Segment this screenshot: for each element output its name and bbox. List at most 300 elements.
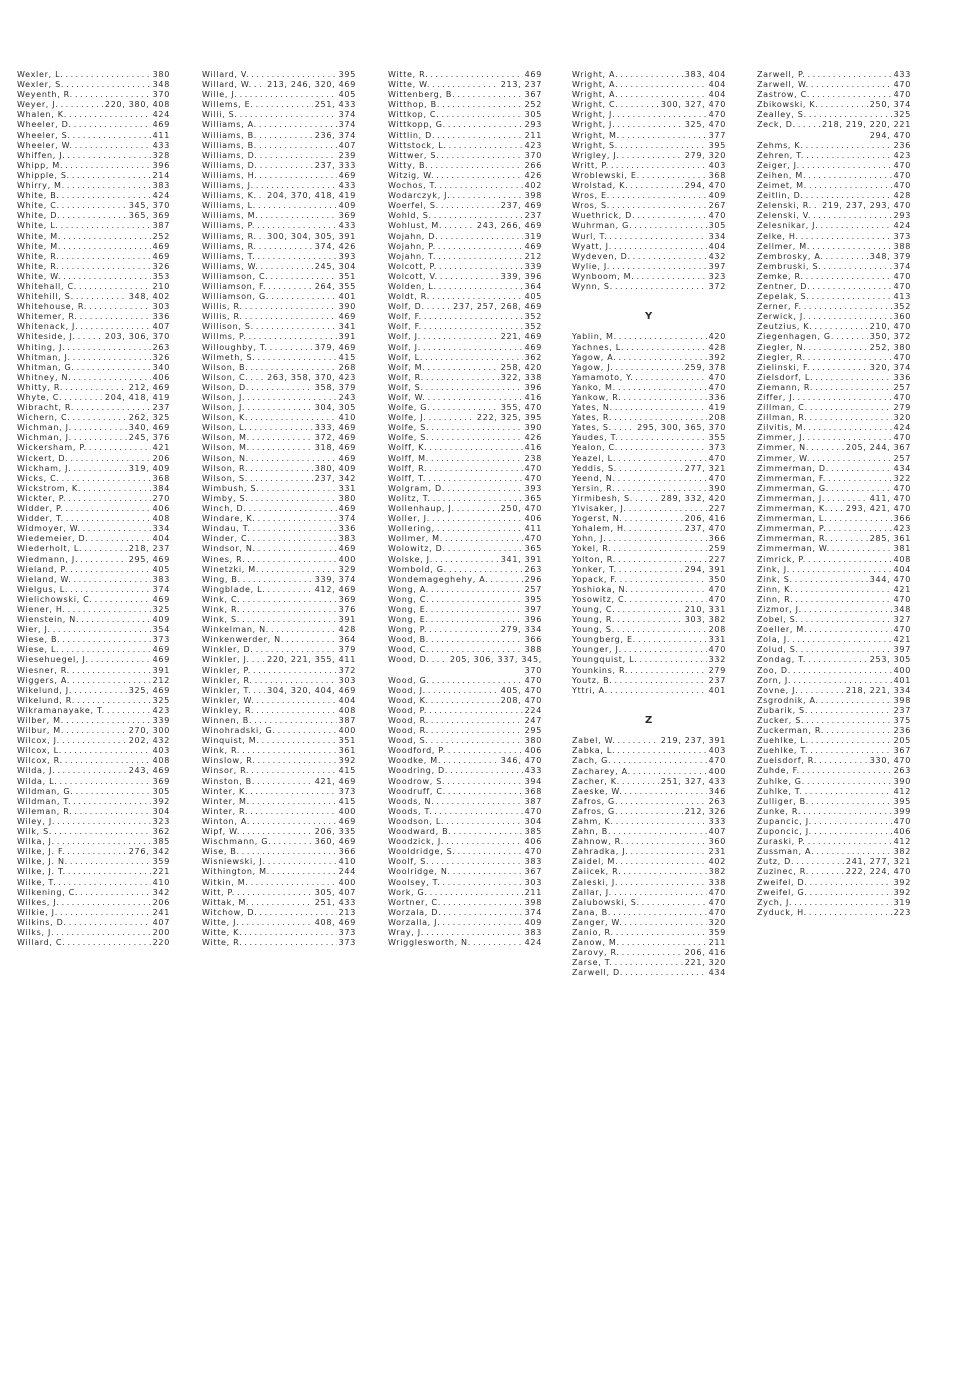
- entry-pages: 304: [524, 816, 542, 826]
- index-entry: [572, 272, 726, 282]
- entry-pages: 305: [524, 110, 542, 120]
- index-entry: [388, 353, 542, 363]
- entry-name: Wittak, M.: [202, 897, 250, 907]
- entry-name: Witty, B.: [388, 160, 429, 170]
- index-entry: [388, 605, 542, 615]
- entry-name: Zimmerman, L.: [757, 514, 828, 524]
- entry-pages: 407: [152, 322, 170, 332]
- entry-name: Zellmer, M.: [757, 241, 811, 251]
- index-entry: [388, 585, 542, 595]
- entry-pages: 407: [708, 827, 726, 837]
- dot-leader: [72, 413, 126, 423]
- entry-name: Wolf, F.: [388, 312, 422, 322]
- index-entry: [757, 373, 911, 383]
- entry-pages: 319: [524, 231, 542, 241]
- index-entry: [17, 898, 170, 908]
- entry-name: Winter, R.: [202, 806, 249, 816]
- entry-name: Zimmerman, D.: [757, 463, 830, 473]
- index-entry: [202, 302, 356, 312]
- dot-leader: [437, 131, 522, 141]
- entry-name: Wright, A.: [572, 80, 619, 90]
- index-entry: [17, 242, 170, 252]
- entry-name: Woldt, R.: [388, 292, 430, 302]
- dot-leader: [618, 474, 707, 484]
- dot-leader: [258, 544, 337, 554]
- index-entry: [757, 655, 911, 665]
- entry-pages: 250, 470: [500, 504, 542, 514]
- index-entry: [388, 746, 542, 756]
- dot-leader: [612, 262, 706, 272]
- entry-name: Wilke, J. N.: [17, 857, 68, 867]
- entry-name: Wilcox, R.: [17, 756, 63, 766]
- index-entry: [17, 383, 170, 393]
- entry-pages: 470: [893, 352, 911, 362]
- dot-leader: [808, 555, 892, 565]
- dot-leader: [811, 797, 892, 807]
- entry-pages: 374: [893, 261, 911, 271]
- dot-leader: [806, 272, 892, 282]
- index-entry: [17, 827, 170, 837]
- index-entry: [17, 857, 170, 867]
- index-entry: [17, 918, 170, 928]
- index-entry: [388, 443, 542, 453]
- entry-name: Whitman, J.: [17, 352, 71, 362]
- index-entry: [388, 635, 542, 645]
- entry-name: Zink, S.: [757, 574, 793, 584]
- entry-name: Younger, J.: [572, 645, 622, 655]
- entry-name: Zelke, H.: [757, 231, 799, 241]
- index-entry: [17, 262, 170, 272]
- entry-pages: 409: [708, 191, 726, 201]
- dot-leader: [801, 615, 892, 625]
- entry-name: Yokel, R.: [572, 544, 612, 554]
- entry-name: Zach, G.: [572, 756, 612, 766]
- index-entry: [17, 302, 170, 312]
- index-entry: [572, 242, 726, 252]
- entry-pages: 423: [893, 150, 911, 160]
- dot-leader: [615, 282, 707, 292]
- dot-leader: [257, 221, 337, 231]
- index-entry: [17, 312, 170, 322]
- dot-leader: [79, 282, 151, 292]
- entry-pages: 303, 382: [684, 615, 726, 625]
- dot-leader: [57, 817, 151, 827]
- entry-pages: 241: [152, 907, 170, 917]
- entry-name: Willison, S.: [202, 322, 254, 332]
- entry-pages: 394: [524, 776, 542, 786]
- entry-pages: 205, 306, 337, 345,: [449, 655, 542, 665]
- index-entry: [757, 433, 911, 443]
- dot-leader: [629, 504, 707, 514]
- entry-pages: 388: [524, 645, 542, 655]
- dot-leader: [811, 736, 892, 746]
- dot-leader: [447, 777, 522, 787]
- dot-leader: [83, 484, 151, 494]
- entry-pages: 319, 409: [128, 463, 170, 473]
- index-entry: [572, 898, 726, 908]
- entry-name: Wieland, P.: [17, 564, 69, 574]
- dot-leader: [67, 343, 150, 353]
- entry-pages: 374, 426: [314, 241, 356, 251]
- entry-name: Zeimet, M.: [757, 181, 808, 191]
- index-entry: [17, 777, 170, 787]
- entry-name: Wrolstad, K.: [572, 181, 629, 191]
- index-entry: [202, 332, 356, 342]
- entry-name: Wilkins, D.: [17, 917, 67, 927]
- entry-pages: 470: [524, 463, 542, 473]
- entry-name: Zovne, J.: [757, 685, 799, 695]
- dot-leader: [431, 736, 523, 746]
- index-entry: [17, 423, 170, 433]
- entry-name: Zabel, W.: [572, 736, 616, 746]
- entry-name: Zealley, S.: [757, 110, 807, 120]
- entry-name: Wickersham, P.: [17, 443, 87, 453]
- index-entry: [202, 131, 356, 141]
- entry-pages: 342: [152, 887, 170, 897]
- entry-pages: 397: [893, 645, 911, 655]
- dot-leader: [803, 807, 892, 817]
- index-entry: [572, 605, 726, 615]
- index-entry: [17, 524, 170, 534]
- dot-leader: [241, 918, 312, 928]
- dot-leader: [826, 252, 868, 262]
- entry-pages: 320: [708, 917, 726, 927]
- entry-pages: 433: [152, 140, 170, 150]
- index-entry: [17, 867, 170, 877]
- entry-name: Wynn, S.: [572, 281, 613, 291]
- entry-name: Zillman, C.: [757, 403, 808, 413]
- index-entry: [572, 443, 726, 453]
- entry-pages: 373: [152, 635, 170, 645]
- dot-leader: [621, 100, 659, 110]
- entry-name: Wilka, J.: [17, 837, 55, 847]
- entry-name: Wink, S.: [202, 615, 240, 625]
- entry-pages: 305, 407: [314, 887, 356, 897]
- entry-name: Wolfe, S.: [388, 423, 430, 433]
- index-entry: [202, 756, 356, 766]
- dot-leader: [828, 474, 891, 484]
- entry-pages: 415: [338, 766, 356, 776]
- entry-pages: 470: [893, 594, 911, 604]
- entry-name: Zastrow, C.: [757, 90, 811, 100]
- entry-name: Wilson, L.: [202, 423, 248, 433]
- entry-pages: 406: [893, 827, 911, 837]
- entry-name: Wyatt, J.: [572, 241, 612, 251]
- entry-pages: 334: [152, 524, 170, 534]
- entry-pages: 323: [152, 816, 170, 826]
- index-entry: [202, 807, 356, 817]
- dot-leader: [254, 716, 336, 726]
- dot-leader: [257, 252, 336, 262]
- index-entry: [17, 847, 170, 857]
- dot-leader: [260, 908, 337, 918]
- entry-name: Woodring, D.: [388, 766, 449, 776]
- entry-pages: 212, 326: [684, 806, 726, 816]
- entry-pages: 404: [152, 534, 170, 544]
- entry-name: Wiley, J.: [17, 816, 56, 826]
- entry-pages: 408, 469: [314, 917, 356, 927]
- index-entry: [202, 726, 356, 736]
- entry-pages: 279: [893, 403, 911, 413]
- dot-leader: [252, 443, 313, 453]
- index-entry: [202, 686, 356, 696]
- index-entry: [17, 343, 170, 353]
- entry-pages: 383: [152, 574, 170, 584]
- dot-leader: [54, 827, 151, 837]
- entry-name: Zimmerman, J.: [757, 493, 826, 503]
- dot-leader: [271, 625, 337, 635]
- dot-leader: [67, 181, 151, 191]
- dot-leader: [617, 484, 706, 494]
- index-entry: [757, 837, 911, 847]
- entry-pages: 360: [708, 837, 726, 847]
- index-entry: [388, 221, 542, 231]
- index-entry: [757, 514, 911, 524]
- entry-name: Wilkening, C.: [17, 887, 79, 897]
- entry-pages: 470: [893, 483, 911, 493]
- entry-pages: 406: [524, 837, 542, 847]
- entry-name: Wros, S.: [572, 201, 611, 211]
- entry-name: Yates, S.: [572, 423, 612, 433]
- index-entry: [757, 161, 911, 171]
- entry-name: Zunke, R.: [757, 806, 802, 816]
- entry-pages: 220: [152, 938, 170, 948]
- entry-pages: 211: [524, 130, 542, 140]
- index-entry: [388, 232, 542, 242]
- dot-leader: [446, 817, 522, 827]
- entry-name: Winnen, B.: [202, 716, 253, 725]
- entry-name: Work, G.: [388, 887, 428, 897]
- dot-leader: [286, 635, 337, 645]
- entry-pages: 366: [708, 534, 726, 544]
- entry-name: Woods, T.: [388, 806, 433, 816]
- entry-name: Wiese, B.: [17, 635, 61, 645]
- index-entry: [202, 878, 356, 888]
- entry-pages: 413: [893, 292, 911, 302]
- entry-pages: 407: [152, 917, 170, 927]
- index-entry: [572, 393, 726, 403]
- index-entry: [388, 90, 542, 100]
- entry-pages: 263: [708, 796, 726, 806]
- entry-pages: 399: [893, 806, 911, 816]
- dot-leader: [814, 817, 892, 827]
- dot-leader: [633, 252, 707, 262]
- dot-leader: [614, 413, 707, 423]
- index-entry: [202, 716, 356, 726]
- entry-pages: 392: [152, 796, 170, 806]
- entry-name: Zobel, S.: [757, 615, 799, 625]
- entry-name: Yaudes, T.: [572, 433, 619, 443]
- dot-leader: [251, 454, 337, 464]
- dot-leader: [829, 514, 891, 524]
- index-entry: [388, 70, 542, 80]
- dot-leader: [247, 403, 312, 413]
- index-entry: [17, 181, 170, 191]
- entry-name: Wilda, L.: [17, 776, 58, 786]
- entry-pages: 336: [708, 393, 726, 403]
- entry-pages: 421: [893, 635, 911, 645]
- entry-name: Wilda, J.: [17, 766, 56, 776]
- index-entry: [388, 201, 542, 211]
- entry-pages: 300, 304, 305, 391: [267, 231, 356, 241]
- entry-name: Withington, M.: [202, 867, 270, 877]
- dot-leader: [431, 696, 499, 706]
- index-entry: [572, 363, 726, 373]
- entry-pages: 421: [152, 443, 170, 453]
- dot-leader: [448, 787, 523, 797]
- entry-name: Willard, C.: [17, 938, 66, 948]
- index-entry: [388, 817, 542, 827]
- index-entry: [572, 504, 726, 514]
- entry-name: Yankow, R.: [572, 393, 622, 403]
- dot-leader: [815, 383, 892, 393]
- index-entry: [202, 827, 356, 837]
- index-entry: [17, 494, 170, 504]
- dot-leader: [457, 90, 522, 100]
- dot-leader: [428, 363, 499, 373]
- dot-leader: [73, 575, 150, 585]
- entry-pages: 426: [524, 433, 542, 443]
- dot-leader: [67, 847, 127, 857]
- dot-leader: [616, 363, 683, 373]
- index-entry: [757, 787, 911, 797]
- dot-leader: [634, 221, 706, 231]
- index-entry: [757, 454, 911, 464]
- entry-name: Youngquist, L.: [572, 655, 638, 665]
- index-entry: [572, 807, 726, 817]
- entry-name: Wisniewski, J.: [202, 857, 266, 867]
- entry-pages: 341, 391: [500, 554, 542, 564]
- index-entry: [572, 746, 726, 756]
- dot-leader: [442, 918, 522, 928]
- entry-name: Wolske, J.: [388, 554, 433, 564]
- index-entry: [757, 403, 911, 413]
- entry-name: Yosowitz, C.: [572, 594, 628, 604]
- dot-leader: [65, 70, 150, 80]
- dot-leader: [613, 908, 707, 918]
- dot-leader: [237, 888, 313, 898]
- index-entry: [202, 120, 356, 130]
- dot-leader: [620, 90, 706, 100]
- index-entry: [757, 221, 911, 231]
- entry-pages: 359: [708, 928, 726, 937]
- index-entry: [572, 686, 726, 696]
- index-entry: [757, 867, 911, 877]
- entry-name: Williams, M.: [202, 211, 259, 221]
- dot-leader: [434, 211, 523, 221]
- entry-pages: 392: [893, 877, 911, 887]
- dot-leader: [821, 100, 868, 110]
- entry-name: Wood, D.: [388, 655, 430, 665]
- dot-leader: [91, 655, 151, 665]
- entry-pages: 243, 469: [128, 766, 170, 776]
- dot-leader: [448, 544, 523, 554]
- index-entry: [202, 565, 356, 575]
- index-entry: [17, 655, 170, 665]
- entry-pages: 470: [708, 645, 726, 655]
- dot-leader: [429, 706, 523, 716]
- entry-pages: 372: [338, 665, 356, 675]
- index-entry: [388, 655, 542, 665]
- index-entry: [388, 888, 542, 898]
- entry-pages: 295: [524, 726, 542, 736]
- entry-name: Zubarik, S.: [757, 705, 809, 715]
- dot-leader: [243, 575, 313, 585]
- entry-name: Wolcott, V.: [388, 271, 438, 281]
- index-entry: [388, 262, 542, 272]
- entry-pages: 424: [893, 423, 911, 433]
- entry-name: Woodson, L.: [388, 816, 445, 826]
- entry-name: Zielsdorf, L.: [757, 372, 814, 382]
- entry-pages: 348: [893, 604, 911, 614]
- entry-name: Wolff, M.: [388, 453, 430, 463]
- entry-pages: 285, 361: [869, 534, 911, 544]
- index-entry: [572, 484, 726, 494]
- entry-pages: 415: [338, 796, 356, 806]
- entry-pages: 204, 418, 419: [104, 393, 170, 402]
- index-entry: [757, 282, 911, 292]
- index-entry: [17, 696, 170, 706]
- entry-name: Zussman, A.: [757, 847, 815, 857]
- index-entry: [757, 464, 911, 474]
- entry-pages: 333: [708, 816, 726, 826]
- index-entry: [17, 716, 170, 726]
- dot-leader: [74, 120, 151, 130]
- entry-pages: 411, 470: [869, 493, 911, 503]
- entry-pages: 218, 237: [128, 544, 170, 554]
- dot-leader: [260, 161, 313, 171]
- entry-name: Wolden, L.: [388, 281, 437, 291]
- entry-pages: 263, 358, 370, 423: [267, 372, 356, 382]
- index-entry: [202, 524, 356, 534]
- entry-pages: 419: [708, 403, 726, 413]
- entry-pages: 391: [338, 332, 356, 342]
- dot-leader: [95, 595, 151, 605]
- index-entry: [757, 908, 911, 918]
- dot-leader: [836, 332, 868, 342]
- dot-leader: [74, 433, 127, 443]
- dot-leader: [242, 605, 336, 615]
- index-entry: [572, 827, 726, 837]
- entry-pages: 251, 433: [314, 897, 356, 907]
- dot-leader: [806, 151, 891, 161]
- index-entry: [202, 363, 356, 373]
- dot-leader: [278, 726, 337, 736]
- dot-leader: [66, 80, 151, 90]
- entry-pages: 331: [708, 635, 726, 645]
- entry-pages: 320: [893, 413, 911, 423]
- entry-name: Wollmer, M.: [388, 534, 444, 544]
- entry-name: Wexler, L.: [17, 70, 64, 79]
- entry-name: Zana, B.: [572, 907, 612, 917]
- entry-pages: 323: [708, 271, 726, 281]
- entry-name: Williams, R.: [202, 241, 257, 251]
- entry-pages: 407: [338, 140, 356, 150]
- entry-name: Worzalla, J.: [388, 917, 441, 927]
- index-entry: [17, 878, 170, 888]
- entry-name: Wroblewski, E.: [572, 170, 640, 180]
- dot-leader: [808, 70, 892, 80]
- entry-pages: 469: [338, 816, 356, 826]
- index-entry: [17, 736, 170, 746]
- entry-pages: 239: [338, 150, 356, 160]
- index-entry: [572, 332, 726, 342]
- entry-name: Yohalem, H.: [572, 524, 627, 534]
- entry-pages: 305: [152, 786, 170, 796]
- dot-leader: [441, 110, 522, 120]
- index-entry: [17, 484, 170, 494]
- dot-leader: [428, 474, 523, 484]
